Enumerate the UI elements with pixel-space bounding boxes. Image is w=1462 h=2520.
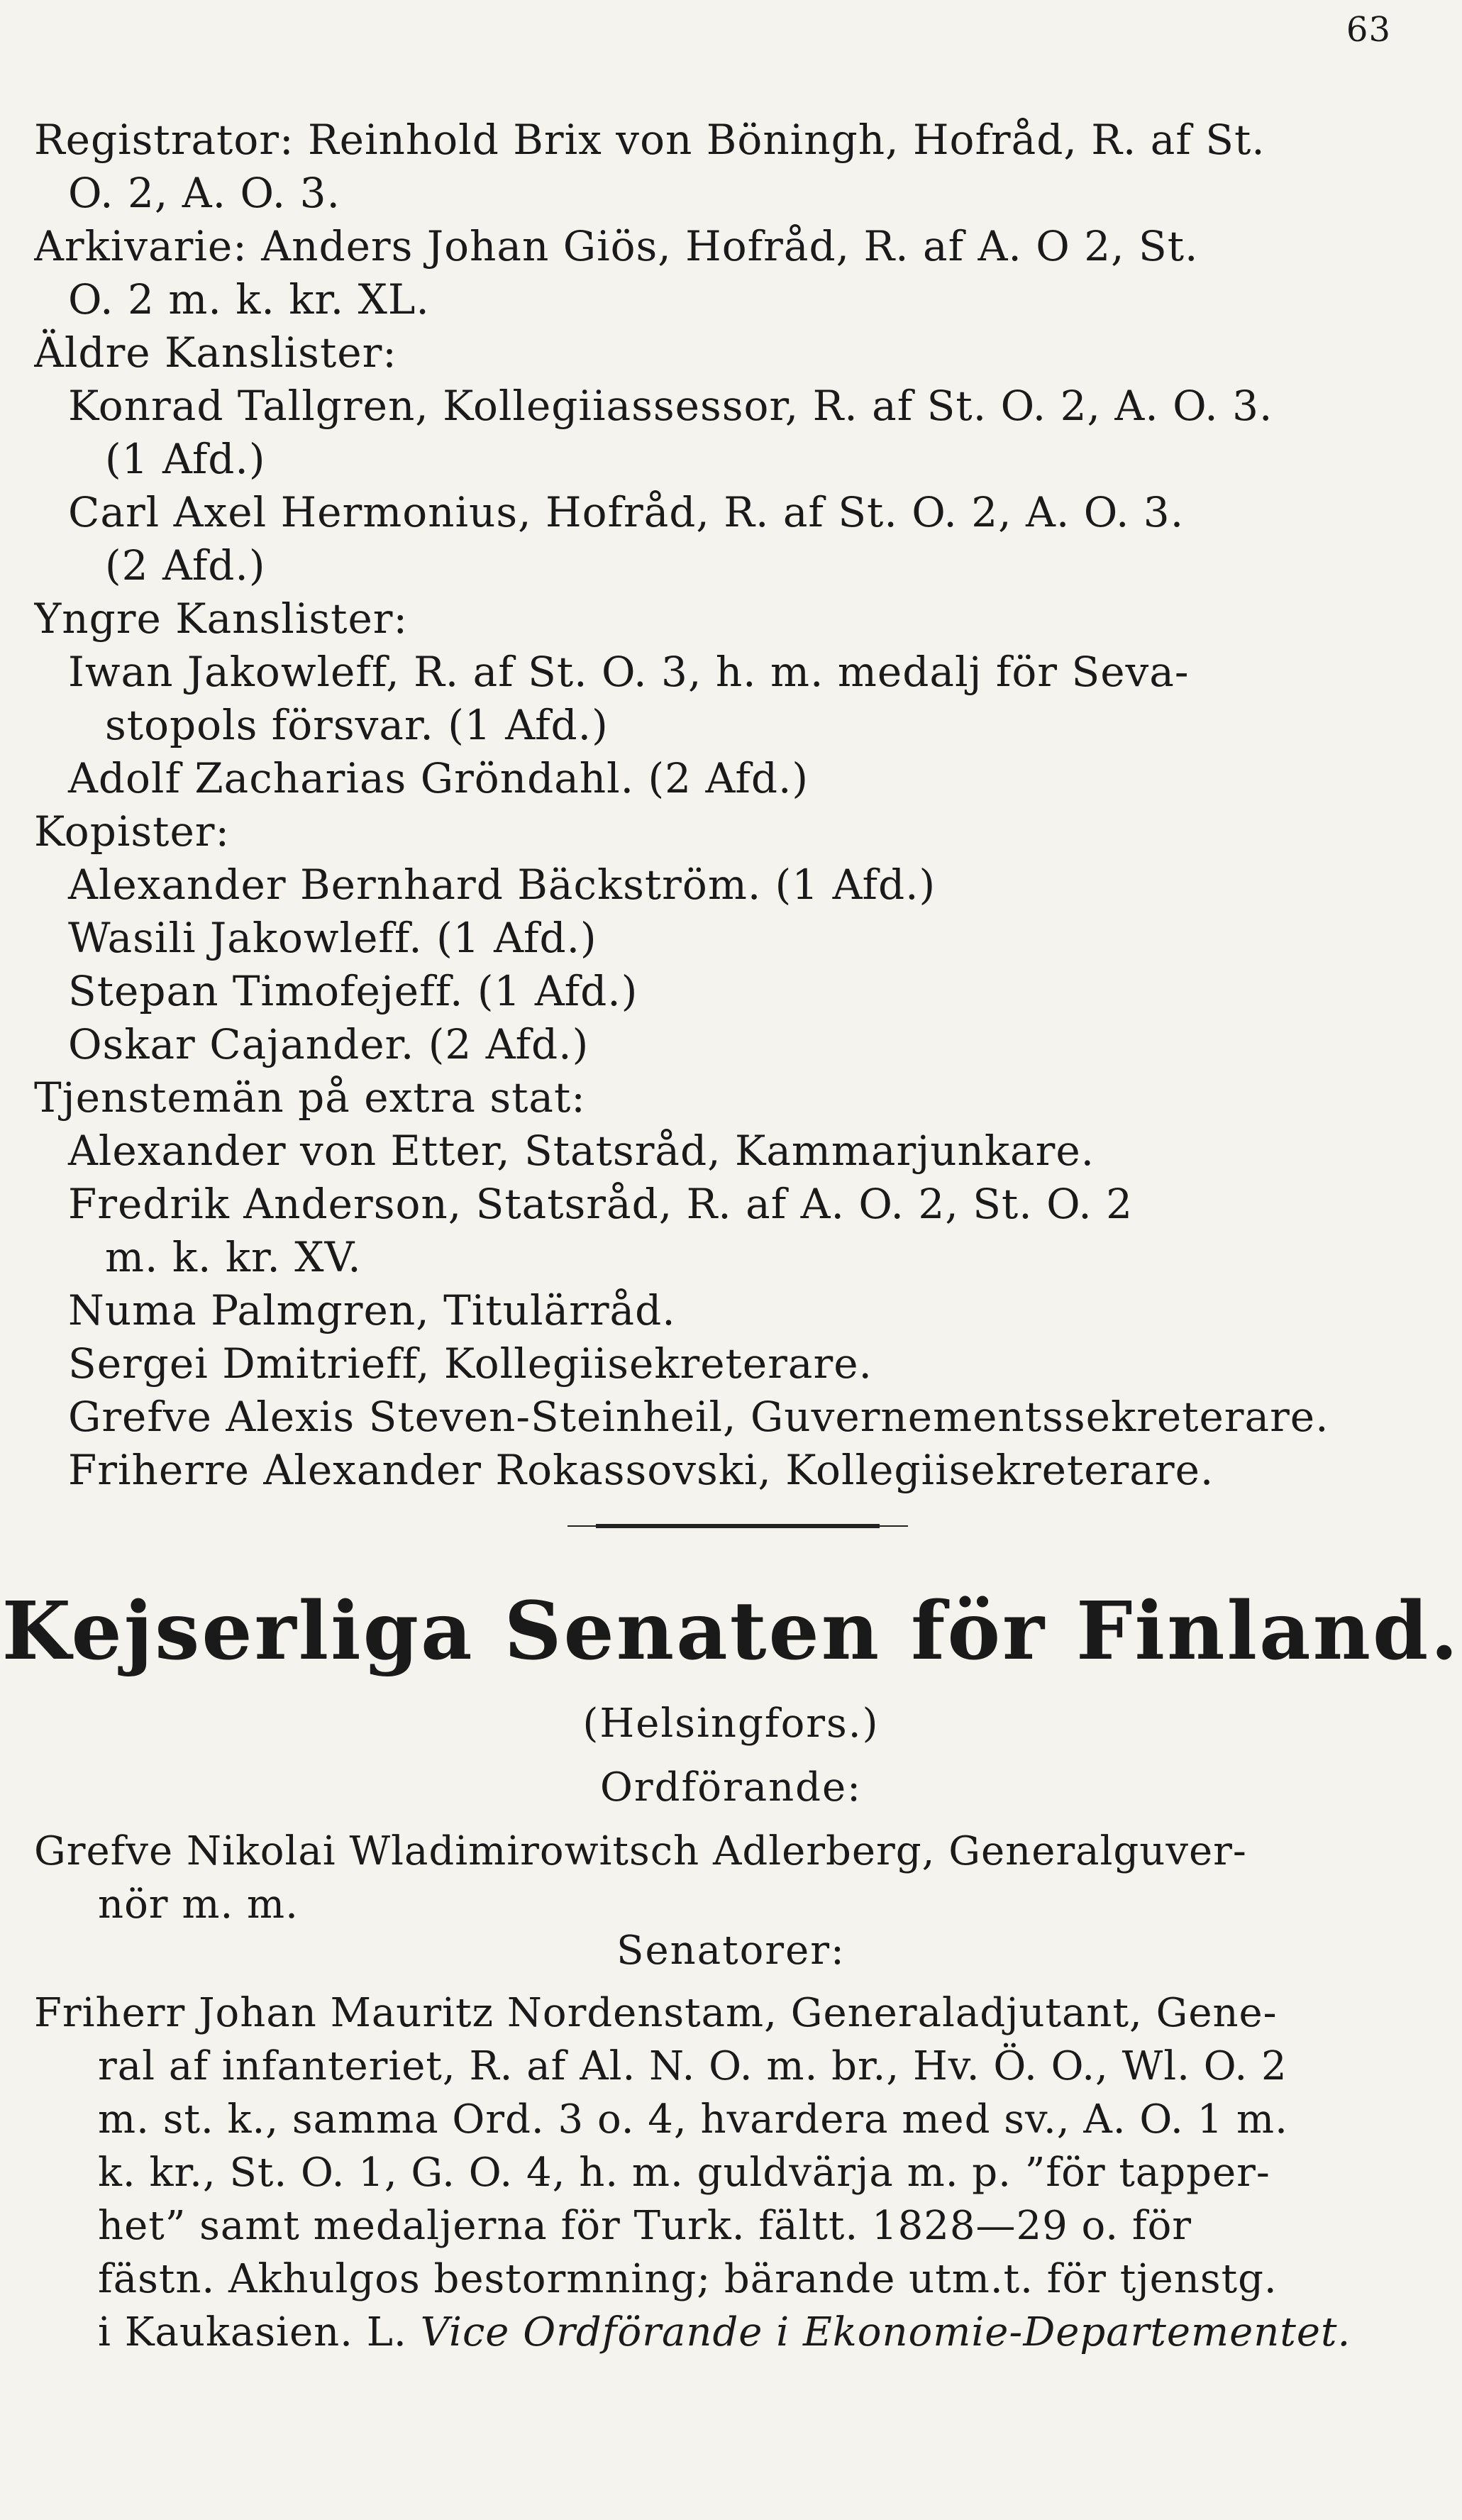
staff-line: Carl Axel Hermonius, Hofråd, R. af St. O. 2, A. O. 3. [68,488,1185,536]
staff-line: Wasili Jakowleff. (1 Afd.) [68,914,597,962]
staff-line: Adolf Zacharias Gröndahl. (2 Afd.) [68,754,809,802]
senate-city: (Helsingfors.) [582,1701,880,1747]
senator-line: Friherr Johan Mauritz Nordenstam, Generaladjutant, Gene- [34,1990,1278,2036]
senator-last-line [34,2306,1424,2359]
staff-line: Grefve Alexis Steven-Steinheil, Guvernementssekreterare. [68,1393,1329,1441]
staff-line: Sergei Dmitrieff, Kollegiisekreterare. [68,1339,873,1388]
senator-line: k. kr., St. O. 1, G. O. 4, h. m. guldvärja m. p. ”för tapper- [98,2150,1270,2196]
staff-line: Konrad Tallgren, Kollegiiassessor, R. af St. O. 2, A. O. 3. [68,382,1273,430]
staff-line: Stepan Timofejeff. (1 Afd.) [68,967,638,1015]
chair-line: nör m. m. [98,1881,299,1928]
senator-entry [34,1986,1424,2359]
staff-list [34,114,1403,1497]
staff-line: Äldre Kanslister: [34,328,397,377]
senator-line: i Kaukasien. L. [98,2309,407,2355]
staff-line: O. 2 m. k. kr. XL. [68,275,430,324]
staff-line: (2 Afd.) [105,541,266,590]
staff-line: Arkivarie: Anders Johan Giös, Hofråd, R. af A. O 2, St. [34,222,1199,270]
section-divider [596,1524,880,1528]
page-number: 63 [1346,10,1391,50]
senator-line: m. st. k., samma Ord. 3 o. 4, hvardera med sv., A. O. 1 m. [98,2096,1288,2143]
staff-line: Iwan Jakowleff, R. af St. O. 3, h. m. medalj för Seva- [68,648,1190,696]
chair-line: Grefve Nikolai Wladimirowitsch Adlerberg, Generalguver- [34,1828,1247,1874]
staff-line: (1 Afd.) [105,435,266,483]
senator-line: fästn. Akhulgos bestormning; bärande utm.t. för tjenstg. [98,2256,1278,2302]
staff-line: Fredrik Anderson, Statsråd, R. af A. O. 2, St. O. 2 [68,1180,1134,1228]
staff-line: Yngre Kanslister: [34,595,409,643]
staff-line: O. 2, A. O. 3. [68,169,340,217]
senator-line: het” samt medaljerna för Turk. fältt. 1828—29 o. för [98,2203,1192,2249]
staff-line: m. k. kr. XV. [105,1233,362,1281]
senators-heading: Senatorer: [616,1928,846,1974]
staff-line: Alexander von Etter, Statsråd, Kammarjunkare. [68,1127,1095,1175]
chair-heading: Ordförande: [599,1764,863,1811]
senator-role: Vice Ordförande i Ekonomie-Departementet. [420,2309,1351,2355]
staff-line: Tjenstemän på extra stat: [34,1073,586,1122]
senator-line: ral af infanteriet, R. af Al. N. O. m. br., Hv. Ö. O., Wl. O. 2 [98,2043,1287,2089]
staff-line: Alexander Bernhard Bäckström. (1 Afd.) [68,861,936,909]
staff-line: Numa Palmgren, Titulärråd. [68,1286,676,1334]
senate-title: Kejserliga Senaten för Finland. [1,1585,1461,1678]
chair-entry [34,1825,1424,1931]
staff-line: Oskar Cajander. (2 Afd.) [68,1020,589,1068]
staff-line: Registrator: Reinhold Brix von Böningh, Hofråd, R. af St. [34,116,1266,164]
staff-line: stopols försvar. (1 Afd.) [105,701,609,749]
staff-line: Friherre Alexander Rokassovski, Kollegiisekreterare. [68,1446,1214,1494]
staff-line: Kopister: [34,807,231,856]
